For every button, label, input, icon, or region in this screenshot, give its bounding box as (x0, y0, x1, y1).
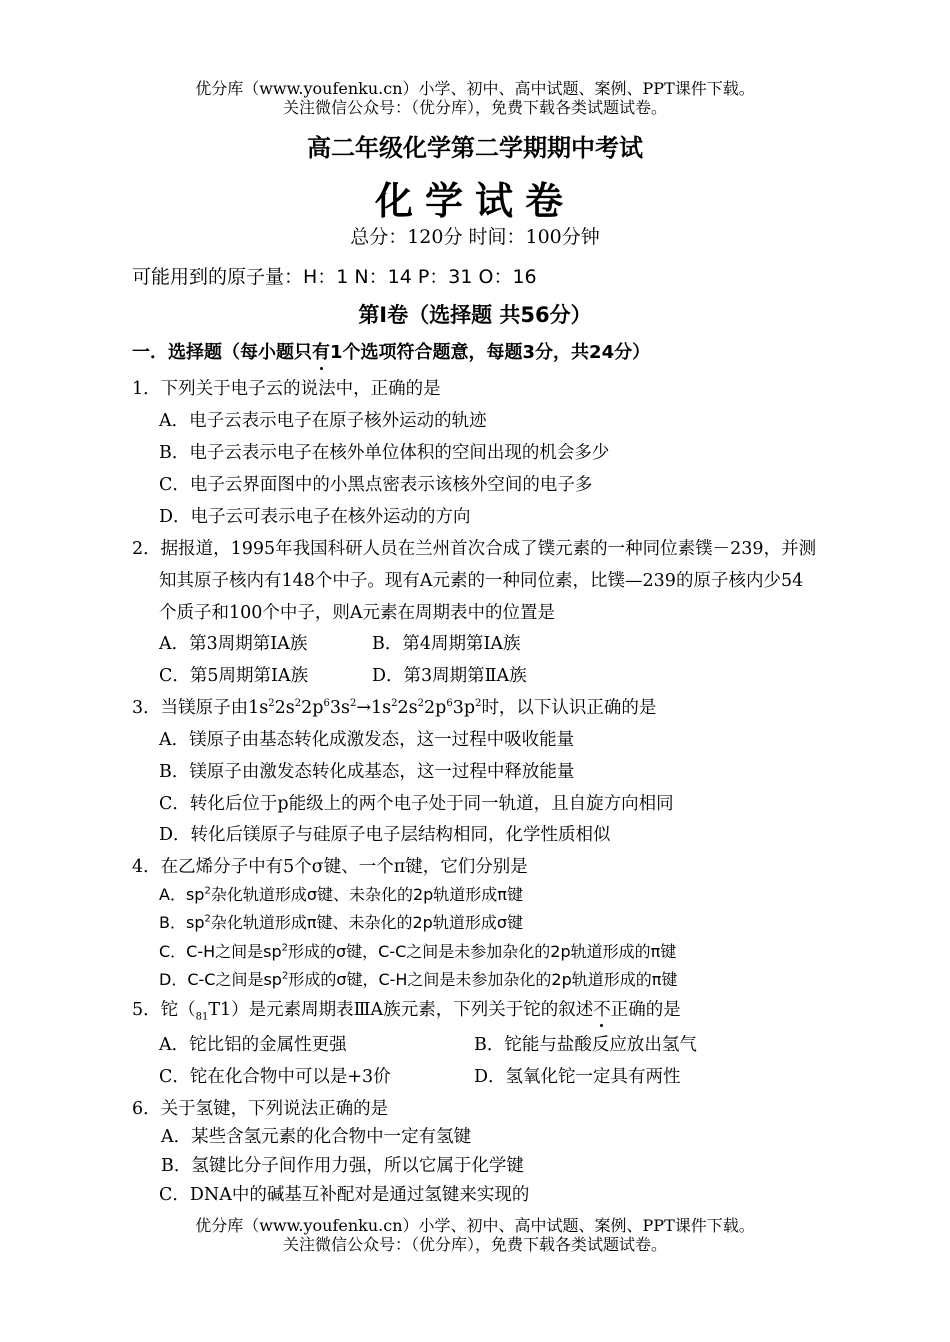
q2-option-c: C．第5周期第ⅠA族 (159, 666, 309, 686)
q2-stem-line-1: 2．据报道，1995年我国科研人员在兰州首次合成了镤元素的一种同位素镤－239，并测 (132, 539, 817, 559)
q4-option-c: C．C-H之间是$sp^2$形成的σ键，C-C之间是未参加杂化的2p轨道形成的π键 (159, 942, 677, 961)
q5-atomic-number: 81 (195, 1011, 209, 1023)
q5-option-a: A．铊比铝的金属性更强 (159, 1035, 347, 1055)
q4-option-a: A．$sp^2$杂化轨道形成σ键、未杂化的2p轨道形成π键 (159, 885, 523, 904)
q4-b-prefix: B．sp (159, 913, 205, 932)
q6-option-c-text: C．DNA中的碱基互补配对是通过氢键来实现的 (159, 1185, 530, 1205)
q4-b-text: 杂化轨道形成π键、未杂化的2p轨道形成σ键 (210, 913, 523, 932)
section-instr-c: 1个选项符合题意，每题3分，共24分） (330, 342, 651, 363)
q6-stem: 6．关于氢键，下列说法正确的是 (132, 1099, 389, 1119)
q2-option-b: B．第4周期第ⅠA族 (372, 634, 521, 654)
q4-d-prefix: D．C-C之间是sp (159, 970, 282, 989)
q6-option-b: B．氢键比分子间作用力强，所以它属于化学键 (161, 1156, 524, 1176)
q3-stem-prefix: 3．当镁原子由1s (132, 698, 269, 718)
q2-stem-line-3: 个质子和100个中子，则A元素在周期表中的位置是 (159, 603, 556, 623)
q5-emphasis: 不 (593, 996, 611, 1021)
q6-option-a: A．某些含氢元素的化合物中一定有氢键 (161, 1127, 472, 1147)
q1-stem: 1．下列关于电子云的说法中，正确的是 (132, 379, 441, 399)
q5-stem-a: 5．铊（ (132, 1000, 196, 1020)
header-line-2: 关注微信公众号：（优分库），免费下载各类试题试卷。 (282, 98, 667, 117)
q4-d-text: 形成的σ键，C-H之间是未参加杂化的2p轨道形成的π键 (288, 970, 678, 989)
q3-option-c: C．转化后位于p能级上的两个电子处于同一轨道，且自旋方向相同 (159, 794, 674, 814)
exam-subtitle: 高二年级化学第二学期期中考试 (307, 134, 643, 162)
exam-meta: 总分：120分 时间：100分钟 (350, 226, 600, 248)
q4-a-prefix: A．sp (159, 885, 205, 904)
q5-stem-b: T1）是元素周期表ⅢA族元素，下列关于铊的叙述 (208, 1000, 594, 1020)
q5-option-d: D．氢氧化铊一定具有两性 (474, 1067, 681, 1087)
q5-stem (132, 996, 681, 1021)
exam-title: 化学试卷 (374, 178, 575, 223)
q1-option-b: B．电子云表示电子在核外单位体积的空间出现的机会多少 (159, 443, 610, 463)
q5-option-b: B．铊能与盐酸反应放出氢气 (474, 1035, 697, 1055)
section-label: 一．选择题 (132, 342, 222, 363)
q4-option-d: D．C-C之间是$sp^2$形成的σ键，C-H之间是未参加杂化的2p轨道形成的π键 (159, 970, 678, 989)
q3-option-a: A．镁原子由基态转化成激发态，这一过程中吸收能量 (159, 730, 575, 750)
atomic-masses: 可能用到的原子量：H：1 N：14 P：31 O：16 (132, 266, 537, 288)
q4-a-text: 杂化轨道形成σ键、未杂化的2p轨道形成π键 (210, 885, 523, 904)
q2-option-a: A．第3周期第ⅠA族 (159, 634, 308, 654)
q2-stem-line-2: 知其原子核内有148个中子。现有A元素的一种同位素，比镤—239的原子核内少54 (159, 571, 804, 591)
part1-title: 第Ⅰ卷（选择题 共56分） (358, 303, 592, 327)
q4-c-text: 形成的σ键，C-C之间是未参加杂化的2p轨道形成的π键 (288, 942, 677, 961)
q2-option-d: D．第3周期第ⅡA族 (372, 666, 527, 686)
q3-option-b: B．镁原子由激发态转化成基态，这一过程中释放能量 (159, 762, 575, 782)
q5-option-c: C．铊在化合物中可以是+3价 (159, 1067, 391, 1087)
q3-stem-suffix: 时，以下认识正确的是 (481, 698, 657, 718)
section-heading (132, 338, 650, 364)
q4-c-prefix: C．C-H之间是sp (159, 942, 282, 961)
q3-option-d: D．转化后镁原子与硅原子电子层结构相同，化学性质相似 (159, 825, 611, 845)
q1-option-c: C．电子云界面图中的小黑点密表示该核外空间的电子多 (159, 475, 593, 495)
footer-line-1: 优分库（www.youfenku.cn）小学、初中、高中试题、案例、PPT课件下载。 (195, 1216, 755, 1235)
q4-stem: 4．在乙烯分子中有5个σ键、一个π键，它们分别是 (132, 857, 528, 877)
section-instr-a: （每小题只 (222, 342, 312, 363)
header-line-1: 优分库（www.youfenku.cn）小学、初中、高中试题、案例、PPT课件下载。 (195, 79, 755, 98)
q1-option-a: A．电子云表示电子在原子核外运动的轨迹 (159, 411, 487, 431)
section-instr-emphasis: 有 (312, 338, 330, 364)
q5-stem-c: 正确的是 (610, 1000, 681, 1020)
q6-option-c (159, 1181, 529, 1206)
q1-option-d: D．电子云可表示电子在核外运动的方向 (159, 507, 471, 527)
q4-option-b: B．$sp^2$杂化轨道形成π键、未杂化的2p轨道形成σ键 (159, 913, 523, 932)
q3-stem: 3．当镁原子由$1s^22s^22p^63s^2\to 1s^22s^22p^63p^2$时，以下认识正确的是 (132, 698, 657, 718)
footer-line-2: 关注微信公众号：（优分库），免费下载各类试题试卷。 (282, 1235, 667, 1254)
